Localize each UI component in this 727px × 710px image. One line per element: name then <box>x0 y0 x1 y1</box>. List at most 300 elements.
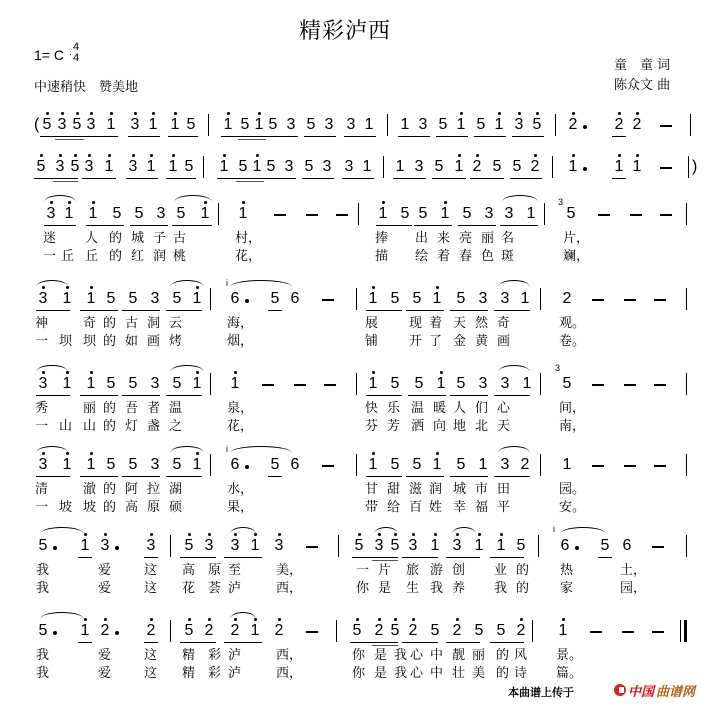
sustain-dash <box>652 631 664 633</box>
note: 3 <box>372 537 386 555</box>
beam-underline <box>398 136 430 137</box>
bar-line <box>688 156 689 178</box>
lyric-syllable: 着 <box>429 316 443 331</box>
lyric-syllable: 你 <box>352 666 366 681</box>
beam-underline <box>166 476 202 477</box>
beam-underline <box>372 557 398 558</box>
high-octave-dot <box>536 112 539 115</box>
beam-underline-double <box>372 645 398 646</box>
note: 5 <box>352 537 366 555</box>
lyric-syllable: 西， <box>276 666 303 681</box>
note: 3 <box>150 290 160 307</box>
bar-line <box>358 203 359 225</box>
lyric-syllable: 间， <box>559 401 586 416</box>
note: 3 <box>144 537 158 555</box>
lyric-syllable: 你 <box>352 648 366 663</box>
lyric-syllable: 姓 <box>429 500 443 515</box>
lyric-syllable: 铺 <box>365 334 379 349</box>
lyric-syllable: 来 <box>437 231 451 246</box>
sustain-dash <box>654 465 666 467</box>
high-octave-dot <box>227 112 230 115</box>
note: 1 <box>478 456 488 473</box>
bar-line <box>383 156 384 178</box>
beam-underline <box>406 476 444 477</box>
lyric-syllable: 的 <box>109 249 123 264</box>
lyric-syllable: 暖 <box>433 401 447 416</box>
bar-line <box>210 454 211 476</box>
beam-underline <box>86 225 124 226</box>
lyric-syllable: 的 <box>103 401 117 416</box>
note: 1 <box>428 537 442 555</box>
note: 2 <box>528 158 542 176</box>
sustain-dash <box>306 546 318 548</box>
note: 5 <box>134 205 144 222</box>
lyric-syllable: 洒 <box>411 419 425 434</box>
lyric-syllable: 爱 <box>98 648 112 663</box>
note: 3 <box>228 537 242 555</box>
lyric-syllable: 壮 <box>452 666 466 681</box>
note: 6 <box>230 456 240 473</box>
bar-line <box>686 288 687 310</box>
note: 2 <box>450 622 464 640</box>
close-parenthesis: ) <box>692 158 698 175</box>
note: 5 <box>462 205 472 222</box>
high-octave-dot <box>440 371 443 374</box>
lyric-syllable: 坝 <box>83 334 97 349</box>
note: 1 <box>520 290 530 307</box>
note: 5 <box>530 116 544 134</box>
lyric-syllable: 海， <box>227 316 254 331</box>
slur-arc <box>36 365 68 372</box>
lyric-syllable: 清 <box>35 482 49 497</box>
high-octave-dot <box>256 154 259 157</box>
note: 1 <box>86 205 100 223</box>
slur-arc <box>230 612 256 619</box>
bar-line <box>170 620 171 642</box>
high-octave-dot <box>356 618 359 621</box>
lyric-syllable: 灯 <box>125 419 139 434</box>
note: 3 <box>36 290 50 308</box>
note: 5 <box>128 375 138 392</box>
lyric-syllable: 古 <box>173 231 187 246</box>
high-octave-dot <box>520 618 523 621</box>
beam-underline <box>80 476 118 477</box>
high-octave-dot <box>90 112 93 115</box>
beam-underline <box>224 642 262 643</box>
lyric-syllable: 百 <box>409 500 423 515</box>
note: 5 <box>240 116 250 133</box>
note: 5 <box>270 290 280 307</box>
slur-arc <box>170 446 204 453</box>
lyric-syllable: 西， <box>276 581 303 596</box>
sustain-dash <box>630 214 642 216</box>
sustain-dash <box>624 384 636 386</box>
note: 1 <box>472 537 486 555</box>
lyric-syllable: 人 <box>453 401 467 416</box>
beam-underline-double <box>53 181 78 182</box>
note: 1 <box>556 622 570 640</box>
note: 3 <box>418 116 428 133</box>
note: 3 <box>36 375 50 393</box>
lyric-syllable: 出 <box>415 231 429 246</box>
lyric-syllable: 卷。 <box>559 334 586 349</box>
note: 5 <box>388 537 402 555</box>
lyric-syllable: 是 <box>374 666 388 681</box>
lyric-syllable: 我 <box>36 563 50 578</box>
note: 5 <box>106 456 116 473</box>
note: 5 <box>350 622 364 640</box>
high-octave-dot <box>458 154 461 157</box>
lyric-syllable: 村， <box>235 231 262 246</box>
lyric-syllable: 我 <box>36 581 50 596</box>
lyric-syllable: 福 <box>475 500 489 515</box>
note: 3 <box>202 537 216 555</box>
lyric-syllable: 的 <box>496 648 510 663</box>
note: 1 <box>168 116 182 134</box>
note: 3 <box>324 116 334 133</box>
augmentation-dot <box>575 546 579 550</box>
beam-underline <box>122 310 160 311</box>
lyric-syllable: 泸 <box>228 581 242 596</box>
beam-underline-double <box>372 560 398 561</box>
augmentation-dot <box>583 167 587 171</box>
note: 5 <box>390 456 400 473</box>
note: 1 <box>60 375 74 393</box>
note: 1 <box>60 290 74 308</box>
lyric-syllable: 观。 <box>559 316 586 331</box>
lyric-syllable: 子 <box>153 231 167 246</box>
note: 3 <box>322 158 332 175</box>
lyric-syllable: 丽 <box>472 648 486 663</box>
beam-underline <box>122 476 160 477</box>
lyric-syllable: 坡 <box>83 500 97 515</box>
high-octave-dot <box>444 201 447 204</box>
lyric-syllable: 至 <box>228 563 242 578</box>
high-octave-dot <box>412 618 415 621</box>
augmentation-dot <box>245 299 249 303</box>
note: 5 <box>412 290 422 307</box>
lyric-syllable: 奇 <box>497 316 511 331</box>
beam-underline <box>494 310 530 311</box>
note: 5 <box>184 158 194 175</box>
lyric-syllable: 金 <box>453 334 467 349</box>
high-octave-dot <box>636 154 639 157</box>
note: 5 <box>418 205 428 222</box>
high-octave-dot <box>372 286 375 289</box>
beam-underline <box>304 136 336 137</box>
beam-underline <box>84 136 118 137</box>
beam-underline <box>236 178 264 179</box>
high-octave-dot <box>258 112 261 115</box>
beam-underline <box>408 395 446 396</box>
note: 2 <box>514 622 528 640</box>
note: 1 <box>366 375 380 393</box>
note: 1 <box>190 375 204 393</box>
lyric-syllable: 高 <box>182 563 196 578</box>
note: 1 <box>228 375 242 393</box>
lyric-syllable: 爱 <box>98 581 112 596</box>
lyric-syllable: 山 <box>59 419 73 434</box>
lyric-syllable: 田 <box>497 482 511 497</box>
lyric-syllable: 这 <box>144 666 158 681</box>
note: 2 <box>372 622 386 640</box>
lyric-syllable: 画 <box>497 334 511 349</box>
lyric-syllable: 美， <box>276 563 303 578</box>
high-octave-dot <box>76 112 79 115</box>
high-octave-dot <box>518 112 521 115</box>
lyric-syllable: 你 <box>356 581 370 596</box>
lyric-syllable: 是 <box>378 581 392 596</box>
beam-underline <box>180 642 216 643</box>
augmentation-dot <box>53 631 57 635</box>
note: 1 <box>198 205 212 223</box>
beam-underline <box>372 642 398 643</box>
bar-line <box>338 535 339 557</box>
high-octave-dot <box>278 618 281 621</box>
bar-line <box>387 114 388 136</box>
note: 1 <box>146 116 160 134</box>
lyric-syllable: 烤 <box>169 334 183 349</box>
beam-underline <box>126 178 158 179</box>
lyric-syllable: 芳 <box>387 419 401 434</box>
lyric-syllable: 花 <box>182 581 196 596</box>
note: 5 <box>476 116 486 133</box>
note: 5 <box>106 290 116 307</box>
lyric-syllable: 神 <box>35 316 49 331</box>
high-octave-dot <box>358 533 361 536</box>
note: 3 <box>512 116 526 134</box>
note: 6 <box>560 537 570 554</box>
lyric-syllable: 描 <box>375 249 389 264</box>
high-octave-dot <box>382 201 385 204</box>
beam-underline <box>494 476 530 477</box>
augmentation-dot <box>583 125 587 129</box>
lyric-syllable: 如 <box>125 334 139 349</box>
site-logo[interactable] <box>614 682 695 698</box>
beam-underline <box>512 136 544 137</box>
note: 3 <box>53 158 67 176</box>
note: 5 <box>112 205 122 222</box>
bar-line <box>538 535 539 557</box>
note: 1 <box>612 158 626 176</box>
lyric-syllable: 一 <box>35 334 49 349</box>
high-octave-dot <box>434 533 437 536</box>
note: 1 <box>630 158 644 176</box>
slur-arc <box>40 612 84 619</box>
bar-line <box>170 535 171 557</box>
augmentation-dot <box>245 465 249 469</box>
lyric-syllable: 靓 <box>452 648 466 663</box>
note: 3 <box>346 116 356 133</box>
lyric-syllable: 天 <box>497 419 511 434</box>
beam-underline-double <box>55 139 84 140</box>
note: 6 <box>290 290 300 307</box>
lyric-syllable: 一 <box>356 563 370 578</box>
lyric-syllable: 我 <box>494 581 508 596</box>
lyric-syllable: 亮 <box>459 231 473 246</box>
augmentation-dot <box>53 546 57 550</box>
beam-underline <box>130 225 168 226</box>
note: 3 <box>478 290 488 307</box>
note: 5 <box>68 158 82 176</box>
lyric-syllable: 精 <box>182 648 196 663</box>
beam-underline <box>414 225 452 226</box>
beam-underline <box>78 642 92 643</box>
lyric-syllable: 阿 <box>125 482 139 497</box>
lyric-syllable: 给 <box>387 500 401 515</box>
lyric-syllable: 山 <box>83 419 97 434</box>
lyric-syllable: 滋 <box>409 482 423 497</box>
lyric-syllable: 人 <box>85 231 99 246</box>
high-octave-dot <box>46 112 49 115</box>
lyric-syllable: 幸 <box>453 500 467 515</box>
lyric-syllable: 花， <box>235 249 262 264</box>
beam-underline <box>268 476 282 477</box>
high-octave-dot <box>108 154 111 157</box>
lyric-syllable: 桃 <box>173 249 187 264</box>
lyric-syllable: 画 <box>147 334 161 349</box>
lyric-syllable: 这 <box>144 563 158 578</box>
grace-note: 3 <box>558 197 564 207</box>
lyric-syllable: 坝 <box>59 334 73 349</box>
lyric-syllable: 爱 <box>98 563 112 578</box>
lyric-syllable: 古 <box>125 316 139 331</box>
lyric-syllable: 湖 <box>169 482 183 497</box>
high-octave-dot <box>372 452 375 455</box>
note: 3 <box>500 375 510 392</box>
slur-arc <box>498 446 530 453</box>
beam-underline <box>78 557 92 558</box>
sustain-dash <box>592 299 604 301</box>
note: 1 <box>366 290 380 308</box>
high-octave-dot <box>476 154 479 157</box>
lyric-syllable: 的 <box>103 316 117 331</box>
note: 5 <box>270 456 280 473</box>
lyric-syllable: 绘 <box>415 249 429 264</box>
beam-underline <box>44 225 76 226</box>
note: 5 <box>182 622 196 640</box>
lyric-syllable: 温 <box>411 401 425 416</box>
beam-underline <box>450 310 488 311</box>
lyric-syllable: 快 <box>365 401 379 416</box>
lyric-syllable: 游 <box>430 563 444 578</box>
lyric-syllable: 我 <box>430 581 444 596</box>
note: 1 <box>400 116 410 133</box>
lyric-syllable: 我 <box>36 666 50 681</box>
note: 5 <box>430 622 440 639</box>
bar-line <box>686 535 687 557</box>
grace-note: i <box>226 444 228 454</box>
logo-text-secondary: 曲谱网 <box>656 684 696 700</box>
lyric-syllable: 市 <box>475 482 489 497</box>
beam-underline <box>598 557 612 558</box>
slur-arc <box>560 527 606 534</box>
note: 3 <box>406 537 420 555</box>
note: 1 <box>102 158 116 176</box>
slur-arc <box>40 527 84 534</box>
lyric-syllable: 我 <box>394 666 408 681</box>
final-bar-thin <box>680 620 681 642</box>
beam-underline <box>144 642 158 643</box>
lyric-syllable: 着 <box>437 249 451 264</box>
lyric-syllable: 这 <box>144 648 158 663</box>
bar-line <box>686 373 687 395</box>
note: 3 <box>504 205 514 222</box>
high-octave-dot <box>84 618 87 621</box>
high-octave-dot <box>618 154 621 157</box>
sustain-dash <box>322 465 334 467</box>
lyric-syllable: 水， <box>227 482 254 497</box>
lyric-syllable: 篇。 <box>556 666 583 681</box>
note: 2 <box>566 116 580 134</box>
beam-underline <box>376 225 412 226</box>
lyric-syllable: 奇 <box>83 316 97 331</box>
note: 1 <box>78 622 92 640</box>
lyric-syllable: 片 <box>378 563 392 578</box>
note: 1 <box>362 158 372 175</box>
lyric-syllable: 彩 <box>208 666 222 681</box>
note: 1 <box>236 205 250 223</box>
note: 3 <box>500 290 510 307</box>
high-octave-dot <box>394 618 397 621</box>
lyric-syllable: 高 <box>125 500 139 515</box>
high-octave-dot <box>378 618 381 621</box>
lyric-syllable: 一 <box>35 419 49 434</box>
lyric-syllable: 吾 <box>125 401 139 416</box>
high-octave-dot <box>84 533 87 536</box>
lyric-syllable: 景。 <box>556 648 583 663</box>
lyric-syllable: 片， <box>563 231 590 246</box>
bar-line <box>203 156 204 178</box>
high-octave-dot <box>372 371 375 374</box>
note: 5 <box>438 116 448 133</box>
lyric-syllable: 秀 <box>35 401 49 416</box>
lyric-syllable: 向 <box>433 419 447 434</box>
bar-line <box>552 156 553 178</box>
lyric-syllable: 的 <box>516 563 530 578</box>
lyric-syllable: 爱 <box>98 666 112 681</box>
note: 5 <box>388 622 402 640</box>
lyric-syllable: 澈 <box>83 482 97 497</box>
lyric-syllable: 旅 <box>406 563 420 578</box>
slur-arc <box>374 527 398 534</box>
note: 1 <box>395 158 405 175</box>
lyric-syllable: 甜 <box>387 482 401 497</box>
note: 5 <box>492 158 502 175</box>
beam-underline <box>264 178 296 179</box>
note: 1 <box>566 158 580 176</box>
lyric-syllable: 开 <box>409 334 423 349</box>
note: 1 <box>84 375 98 393</box>
high-octave-dot <box>636 112 639 115</box>
bar-line <box>540 373 541 395</box>
lyric-syllable: 西， <box>276 648 303 663</box>
high-octave-dot <box>74 154 77 157</box>
note: 5 <box>496 622 506 639</box>
sustain-dash <box>654 384 666 386</box>
high-octave-dot <box>174 112 177 115</box>
beam-underline <box>446 642 480 643</box>
lyric-syllable: 的 <box>516 581 530 596</box>
note: 5 <box>172 456 182 473</box>
note: 5 <box>304 158 314 175</box>
beam-underline <box>402 557 438 558</box>
sustain-dash <box>660 167 672 169</box>
beam-underline <box>436 136 468 137</box>
lyric-syllable: 荟 <box>208 581 222 596</box>
note: 5 <box>38 537 48 554</box>
beam-underline <box>490 557 524 558</box>
